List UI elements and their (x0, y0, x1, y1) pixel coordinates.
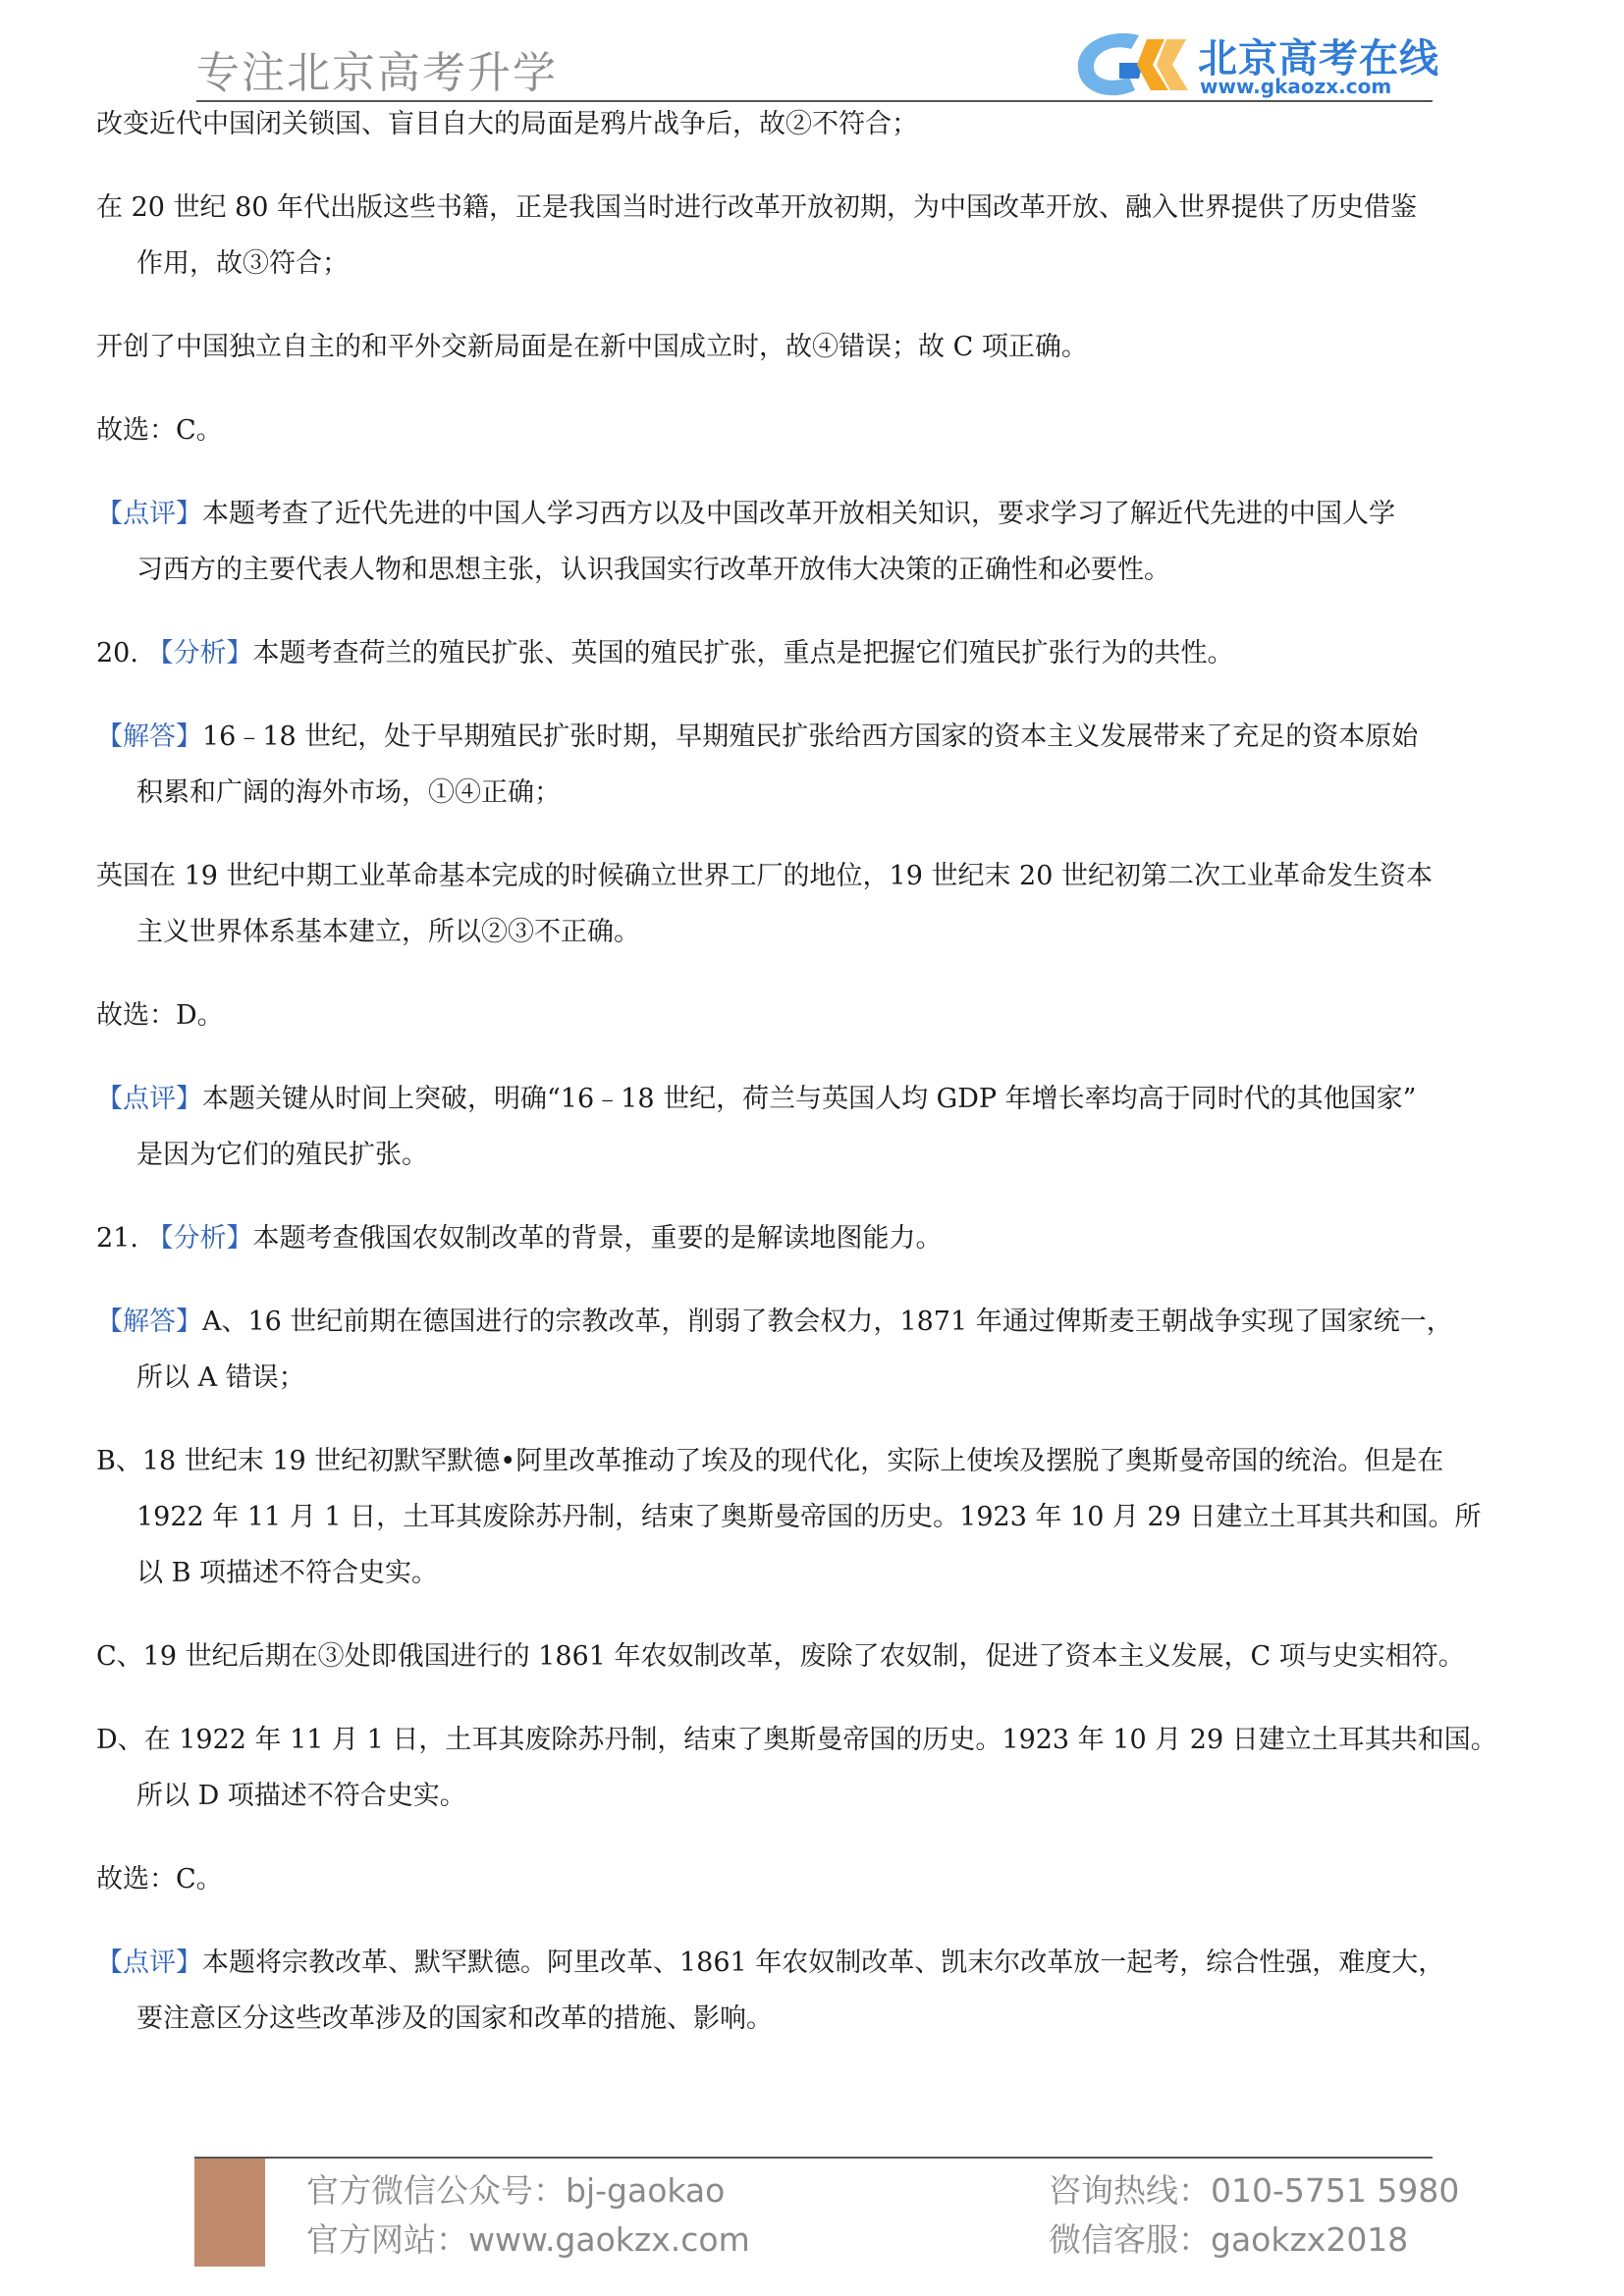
paragraph (96, 1935, 1530, 2047)
line-text: 1922 年 11 月 1 日，土耳其废除苏丹制，结束了奥斯曼帝国的历史。1923 年 10 月 29 日建立土耳其共和国。所 (136, 1502, 1482, 1532)
section-tag: 【解答】 (96, 1307, 202, 1337)
text-line (96, 1489, 1530, 1545)
text-line (96, 96, 1530, 152)
section-tag: 【点评】 (96, 1948, 202, 1978)
line-text: 在 20 世纪 80 年代出版这些书籍，正是我国当时进行改革开放初期，为中国改革开放、融入世界提供了历史借鉴 (96, 192, 1418, 223)
paragraph (96, 1071, 1530, 1183)
paragraph-gap (96, 1824, 1530, 1851)
paragraph (96, 988, 1530, 1043)
line-text: 习西方的主要代表人物和思想主张，认识我国实行改革开放伟大决策的正确性和必要性。 (136, 555, 1170, 585)
question-number: 21. (96, 1223, 147, 1254)
paragraph-gap (96, 1601, 1530, 1629)
logo-text: 北京高考在线 (1198, 36, 1439, 81)
text-line (96, 904, 1530, 960)
paragraph-gap (96, 375, 1530, 402)
footer-hotline: 咨询热线：010-5751 5980 (1049, 2171, 1460, 2210)
paragraph-gap (96, 681, 1530, 709)
text-line (96, 1127, 1530, 1183)
paragraph (96, 848, 1530, 960)
text-line (96, 1851, 1530, 1907)
line-text: 要注意区分这些改革涉及的国家和改革的措施、影响。 (136, 2003, 773, 2034)
text-line (96, 236, 1530, 292)
site-logo[interactable] (1070, 26, 1443, 104)
section-tag: 【点评】 (96, 499, 202, 529)
paragraph (96, 1629, 1530, 1684)
text-line (96, 1768, 1530, 1824)
text-line (96, 1545, 1530, 1601)
text-line (96, 180, 1530, 236)
line-text: 以 B 项描述不符合史实。 (136, 1558, 439, 1588)
text-line (96, 1935, 1530, 1991)
line-text: 16﹣18 世纪，处于早期殖民扩张时期，早期殖民扩张给西方国家的资本主义发展带来了充足的资本原始 (202, 721, 1419, 752)
paragraph-gap (96, 152, 1530, 180)
paragraph (96, 625, 1530, 681)
line-text: 故选：C。 (96, 1864, 223, 1895)
paragraph-gap (96, 1266, 1530, 1294)
footer-wechat: 官方微信公众号：bj-gaokao (306, 2171, 726, 2210)
paragraph-gap (96, 1406, 1530, 1433)
footer-divider (194, 2157, 1433, 2159)
text-line (96, 1712, 1530, 1768)
paragraph-gap (96, 458, 1530, 486)
line-text: B、18 世纪末 19 世纪初默罕默德•阿里改革推动了埃及的现代化，实际上使埃及摆脱了奥斯曼帝国的统治。但是在 (96, 1446, 1444, 1476)
paragraph (96, 1210, 1530, 1266)
paragraph (96, 486, 1530, 598)
line-text: 故选：C。 (96, 415, 223, 446)
paragraph-gap (96, 1684, 1530, 1712)
line-text: 故选：D。 (96, 1000, 224, 1031)
footer-accent-bar (194, 2159, 265, 2267)
line-text: A、16 世纪前期在德国进行的宗教改革，削弱了教会权力，1871 年通过俾斯麦王朝战争实现了国家统一， (202, 1307, 1453, 1337)
text-line (96, 1071, 1530, 1127)
gk-logo-icon (1070, 26, 1193, 104)
line-text: 改变近代中国闭关锁国、盲目自大的局面是鸦片战争后，故②不符合； (96, 109, 918, 139)
text-line (96, 319, 1530, 375)
document-body (96, 96, 1530, 2047)
paragraph-gap (96, 292, 1530, 319)
footer-service: 微信客服：gaokzx2018 (1049, 2220, 1409, 2259)
paragraph (96, 180, 1530, 292)
logo-url[interactable]: www.gkaozx.com (1200, 75, 1392, 98)
paragraph (96, 1712, 1530, 1824)
paragraph (96, 1851, 1530, 1907)
line-text: 主义世界体系基本建立，所以②③不正确。 (136, 917, 640, 947)
line-text: 本题将宗教改革、默罕默德。阿里改革、1861 年农奴制改革、凯末尔改革放一起考，综合性强，难度大， (202, 1948, 1445, 1978)
paragraph (96, 319, 1530, 375)
paragraph (96, 402, 1530, 458)
line-text: 本题关键从时间上突破，明确“16﹣18 世纪，荷兰与英国人均 GDP 年增长率均高于同时代的其他国家” (202, 1084, 1417, 1114)
paragraph-gap (96, 1183, 1530, 1210)
text-line (96, 402, 1530, 458)
line-text: 所以 D 项描述不符合史实。 (136, 1781, 466, 1811)
line-text: 所以 A 错误； (136, 1362, 305, 1393)
paragraph-gap (96, 1043, 1530, 1071)
line-text: 本题考查荷兰的殖民扩张、英国的殖民扩张，重点是把握它们殖民扩张行为的共性。 (252, 638, 1234, 668)
line-text: 本题考查俄国农奴制改革的背景，重要的是解读地图能力。 (252, 1223, 943, 1254)
text-line (96, 1350, 1530, 1406)
line-text: 作用，故③符合； (136, 248, 349, 279)
paragraph-gap (96, 821, 1530, 848)
text-line (96, 1629, 1530, 1684)
paragraph-gap (96, 960, 1530, 988)
paragraph (96, 1294, 1530, 1406)
line-text: 本题考查了近代先进的中国人学习西方以及中国改革开放相关知识，要求学习了解近代先进的中国人学 (202, 499, 1395, 529)
text-line (96, 542, 1530, 598)
text-line (96, 709, 1530, 765)
section-tag: 【分析】 (146, 638, 253, 668)
section-tag: 【解答】 (96, 721, 202, 752)
text-line (96, 1294, 1530, 1350)
line-text: C、19 世纪后期在③处即俄国进行的 1861 年农奴制改革，废除了农奴制，促进了资本主义发展，C 项与史实相符。 (96, 1641, 1465, 1672)
text-line (96, 1210, 1530, 1266)
line-text: 积累和广阔的海外市场，①④正确； (136, 777, 561, 808)
text-line (96, 988, 1530, 1043)
line-text: 是因为它们的殖民扩张。 (136, 1140, 428, 1170)
paragraph-gap (96, 598, 1530, 625)
text-line (96, 625, 1530, 681)
section-tag: 【分析】 (146, 1223, 253, 1254)
line-text: 英国在 19 世纪中期工业革命基本完成的时候确立世界工厂的地位，19 世纪末 20 世纪初第二次工业革命发生资本 (96, 861, 1433, 891)
footer-website[interactable]: 官方网站：www.gaokzx.com (306, 2220, 750, 2259)
paragraph (96, 1433, 1530, 1601)
question-number: 20. (96, 638, 147, 668)
section-tag: 【点评】 (96, 1084, 202, 1114)
paragraph (96, 96, 1530, 152)
paragraph-gap (96, 1907, 1530, 1935)
text-line (96, 1991, 1530, 2047)
header-slogan: 专注北京高考升学 (196, 48, 558, 98)
text-line (96, 848, 1530, 904)
line-text: 开创了中国独立自主的和平外交新局面是在新中国成立时，故④错误；故 C 项正确。 (96, 332, 1088, 362)
text-line (96, 486, 1530, 542)
text-line (96, 765, 1530, 821)
text-line (96, 1433, 1530, 1489)
paragraph (96, 709, 1530, 821)
line-text: D、在 1922 年 11 月 1 日，土耳其废除苏丹制，结束了奥斯曼帝国的历史。1923 年 10 月 29 日建立土耳其共和国。 (96, 1725, 1497, 1755)
